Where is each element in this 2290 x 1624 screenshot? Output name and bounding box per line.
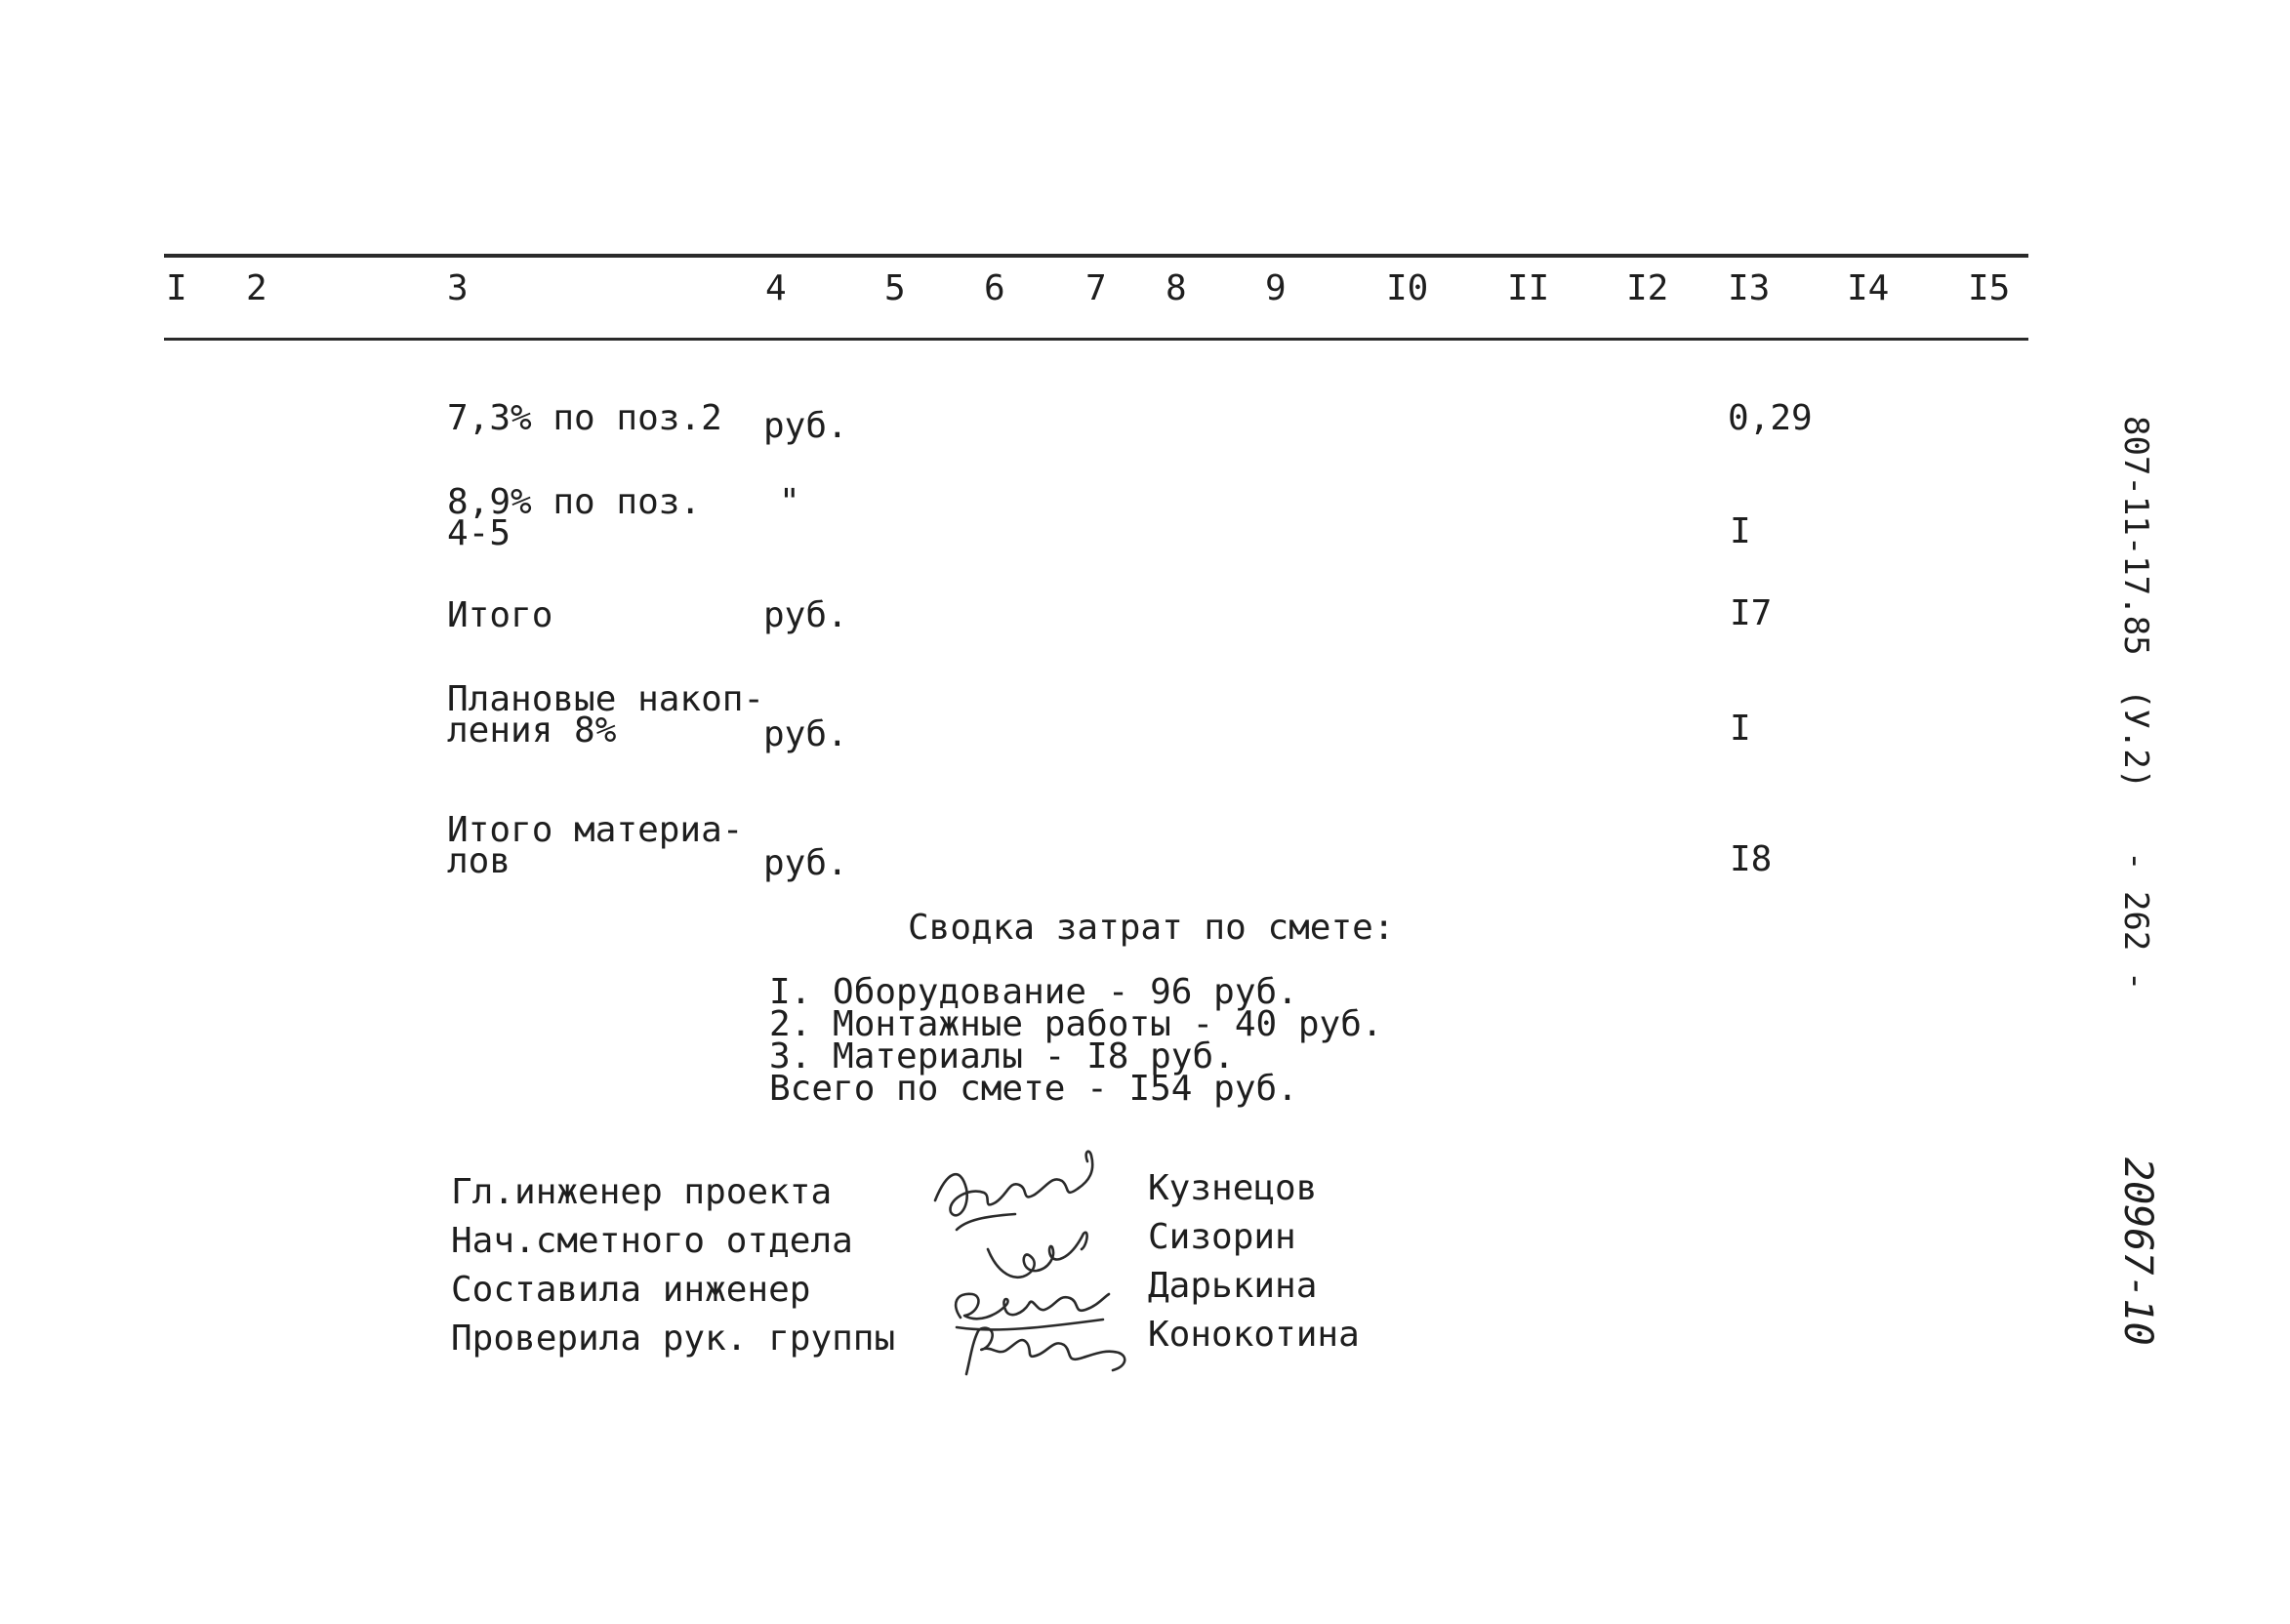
row-item-name: 7,3% по поз.2 xyxy=(447,398,722,438)
column-number-14: I4 xyxy=(1847,268,1890,308)
handwritten-signatures xyxy=(927,1132,1162,1396)
signer-name: Кузнецов xyxy=(1148,1168,1318,1208)
column-number-9: 9 xyxy=(1265,268,1287,308)
column-number-4: 4 xyxy=(765,268,787,308)
margin-volume: (У.2) xyxy=(2116,689,2155,790)
summary-line-equipment: I. Оборудование - 96 руб. xyxy=(769,972,1298,1012)
column-number-15: I5 xyxy=(1968,268,2011,308)
summary-line-installation: 2. Монтажные работы - 40 руб. xyxy=(769,1004,1383,1044)
signer-role: Проверила рук. группы xyxy=(451,1319,896,1359)
row-value-col13: I xyxy=(1730,709,1751,749)
summary-line-total: Всего по смете - I54 руб. xyxy=(769,1069,1298,1109)
row-item-name-continued: лов xyxy=(447,841,511,881)
row-item-name: 8,9% по поз. xyxy=(447,482,702,522)
signer-name: Сизорин xyxy=(1148,1217,1296,1257)
row-value-col13: 0,29 xyxy=(1728,398,1813,438)
margin-page-number: - 262 - xyxy=(2116,851,2155,992)
margin-inventory-number: 20967-10 xyxy=(2115,1157,2160,1346)
row-value-col13: I7 xyxy=(1730,593,1773,633)
column-number-5: 5 xyxy=(884,268,906,308)
signer-role: Составила инженер xyxy=(451,1270,811,1310)
row-item-name-continued: 4-5 xyxy=(447,513,511,553)
row-unit-ditto-mark: " xyxy=(779,482,800,522)
column-number-13: I3 xyxy=(1728,268,1771,308)
column-number-7: 7 xyxy=(1085,268,1107,308)
column-number-1: I xyxy=(166,268,187,308)
column-number-8: 8 xyxy=(1165,268,1187,308)
row-value-col13: I8 xyxy=(1730,839,1773,879)
row-item-name-continued: ления 8% xyxy=(447,710,617,751)
row-unit: руб. xyxy=(763,714,848,754)
signer-name: Дарькина xyxy=(1148,1266,1318,1306)
table-header-bottom-rule xyxy=(164,338,2028,341)
row-unit: руб. xyxy=(763,595,848,635)
signer-role: Нач.сметного отдела xyxy=(451,1221,853,1261)
row-item-name: Плановые накоп- xyxy=(447,679,765,719)
column-number-6: 6 xyxy=(984,268,1005,308)
summary-title: Сводка затрат по смете: xyxy=(908,908,1395,948)
summary-line-materials: 3. Материалы - I8 руб. xyxy=(769,1036,1235,1076)
table-header-top-rule xyxy=(164,254,2028,258)
column-number-2: 2 xyxy=(246,268,267,308)
row-value-col13: I xyxy=(1730,511,1751,551)
signer-name: Конокотина xyxy=(1148,1315,1360,1355)
column-number-12: I2 xyxy=(1626,268,1669,308)
row-unit: руб. xyxy=(763,843,848,883)
column-number-10: I0 xyxy=(1386,268,1429,308)
column-number-11: II xyxy=(1507,268,1550,308)
row-item-name: Итого xyxy=(447,595,553,635)
row-item-name: Итого материа- xyxy=(447,810,744,850)
column-number-3: 3 xyxy=(447,268,469,308)
margin-document-code: 807-11-17.85 xyxy=(2116,416,2155,656)
row-unit: руб. xyxy=(763,406,848,446)
signer-role: Гл.инженер проекта xyxy=(451,1172,833,1212)
